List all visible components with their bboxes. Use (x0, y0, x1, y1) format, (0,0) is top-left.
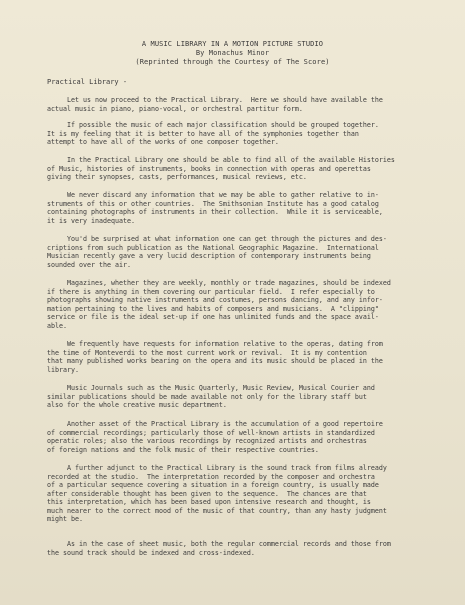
text-line: In the Practical Library one should be able to find all of the available Histories (47, 156, 395, 164)
text-line: If possible the music of each major classification should be grouped together. (47, 121, 379, 129)
text-line: similar publications should be made available not only for the library staff but (47, 392, 367, 401)
text-line: recorded at the studio. The interpretation recorded by the composer and orchestra (47, 472, 375, 481)
paragraph-3 (47, 156, 419, 182)
text-line: library. (47, 365, 79, 374)
paragraph-6 (47, 279, 419, 330)
text-line: also for the whole creative music department. (47, 401, 227, 410)
text-line: might be. (47, 515, 83, 524)
paragraph-1 (47, 96, 419, 113)
text-line: photographs showing native instruments and costumes, persons dancing, and any infor- (47, 296, 383, 305)
text-line: of a particular sequence covering a situation in a foreign country, is usually made (47, 481, 379, 490)
text-line: after considerable thought has been given to the sequence. The chances are that (47, 489, 367, 498)
text-line: service or file is the ideal set-up if one has unlimited funds and the space avail- (47, 313, 379, 322)
text-line: if there is anything in them covering our particular field. I refer especially to (47, 287, 375, 296)
text-line: this interpretation, which has been based upon intensive research and thought, is (47, 498, 371, 507)
text-line: Another asset of the Practical Library is the accumulation of a good repertoire (47, 420, 383, 428)
paragraph-10 (47, 464, 419, 524)
paragraph-2 (47, 121, 419, 147)
section-heading: Practical Library - (47, 78, 128, 86)
text-line: able. (47, 321, 67, 330)
text-line: giving their synopses, casts, performances, musical reviews, etc. (47, 173, 307, 182)
text-line: sounded over the air. (47, 260, 131, 269)
text-line: of foreign nations and the folk music of their respective countries. (47, 445, 319, 454)
text-line: that many published works bearing on the opera and its music should be placed in the (47, 357, 383, 366)
text-line: much nearer to the correct mood of the music of that country, than any hasty judgment (47, 506, 387, 515)
text-line: You'd be surprised at what information one can get through the pictures and des- (47, 235, 387, 243)
text-line: containing photographs of instruments in their collection. While it is serviceable, (47, 208, 383, 217)
paragraph-11 (47, 540, 419, 557)
text-line: It is my feeling that it is better to have all of the symphonies together than (47, 129, 359, 138)
text-line: actual music in piano, piano-vocal, or orchestral partitur form. (47, 104, 303, 113)
text-line: We frequently have requests for information relative to the operas, dating from (47, 340, 383, 348)
paragraph-7 (47, 340, 419, 374)
text-line: criptions from such publication as the National Geographic Magazine. International (47, 243, 379, 252)
text-line: Magazines, whether they are weekly, monthly or trade magazines, should be indexed (47, 279, 391, 287)
text-line: A further adjunct to the Practical Library is the sound track from films already (47, 464, 387, 472)
paragraph-5 (47, 235, 419, 269)
text-line: We never discard any information that we may be able to gather relative to in- (47, 191, 379, 199)
paragraph-8 (47, 384, 419, 410)
article-header (0, 40, 465, 68)
text-line: Musician recently gave a very lucid description of contemporary instruments being (47, 252, 371, 261)
text-line: operatic roles; also the various recordings by recognized artists and orchestras (47, 437, 367, 446)
text-line: of commercial recordings; particularly those of well-known artists in standardized (47, 428, 375, 437)
text-line: the time of Monteverdi to the most current work or revival. It is my contention (47, 348, 367, 357)
text-line: As in the case of sheet music, both the regular commercial records and those from (47, 540, 391, 548)
text-line: the sound track should be indexed and cross-indexed. (47, 548, 255, 557)
text-line: struments of this or other countries. The Smithsonian Institute has a good catalog (47, 199, 379, 208)
article-title: A MUSIC LIBRARY IN A MOTION PICTURE STUDIO (141, 40, 324, 48)
text-line: Music Journals such as the Music Quarterly, Music Review, Musical Courier and (47, 384, 375, 392)
paragraph-9 (47, 420, 419, 454)
paragraph-4 (47, 191, 419, 225)
text-line: attempt to have all of the works of one composer together. (47, 138, 279, 147)
text-line: Let us now proceed to the Practical Library. Here we should have available the (47, 96, 383, 104)
text-line: of Music, histories of instruments, books in connection with operas and operettas (47, 164, 371, 173)
article-byline: By Monachus Minor (195, 49, 270, 58)
article-credit: (Reprinted through the Courtesy of The Score) (135, 58, 330, 67)
text-line: it is very inadequate. (47, 216, 135, 225)
text-line: mation pertaining to the lives and habits of composers and musicians. A "clipping" (47, 304, 379, 313)
